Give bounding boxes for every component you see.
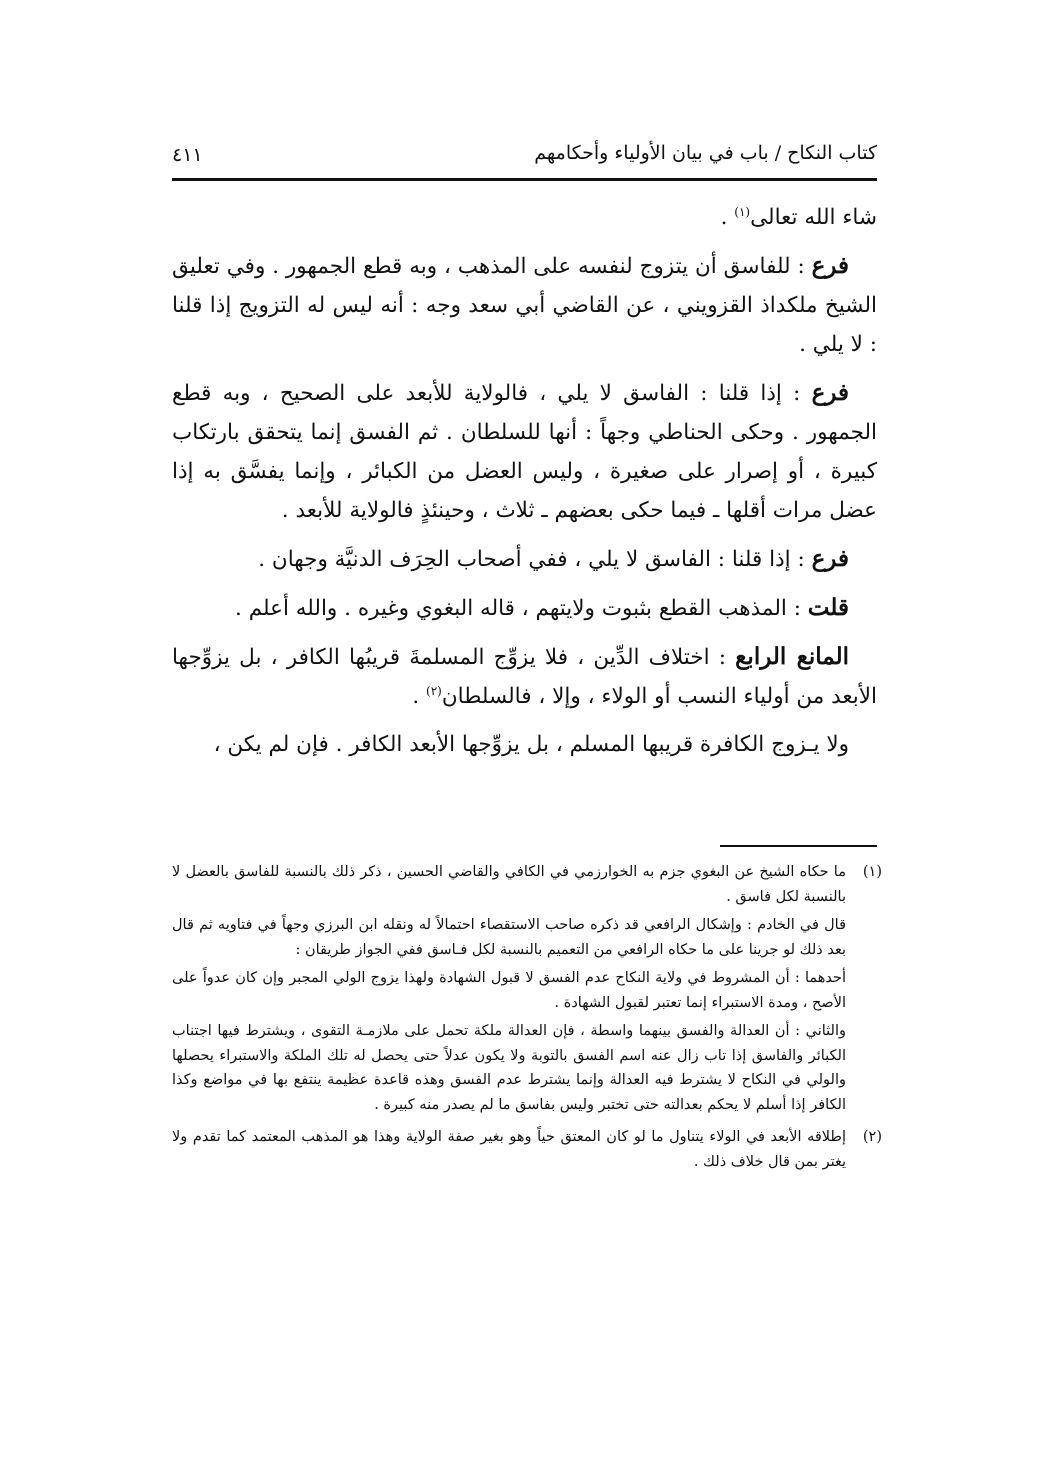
- paragraph-tail: .: [720, 205, 735, 230]
- header-divider: [172, 178, 877, 181]
- paragraph-fourth-impediment: [172, 637, 877, 716]
- footnote-paragraph: إطلاقه الأبعد في الولاء يتناول ما لو كان المعتق حياً وهو بغير صفة الولاية وهذا هو المذهب المعتمد كما تقدم ولا يغتر بمن قال خلاف ذلك .: [172, 1129, 846, 1170]
- paragraph-last: [172, 725, 877, 764]
- keyword: فرع: [811, 545, 849, 572]
- paragraph-text: : المذهب القطع بثبوت ولايتهم ، قاله البغوي وغيره . والله أعلم .: [235, 596, 808, 621]
- footnote-paragraph: قال في الخادم : وإشكال الرافعي قد ذكره صاحب الاستقصاء احتمالاً له ونقله ابن البرزي وجهاً في فتاويه ثم قال بعد ذلك لو جرينا على ما حكاه الرافعي من التعميم بالنسبة لكل فـاسق ففي الجواز طريقان :: [172, 917, 846, 958]
- header-title: كتاب النكاح / باب في بيان الأولياء وأحكامهم: [534, 142, 877, 164]
- paragraph-text: : إذا قلنا : الفاسق لا يلي ، ففي أصحاب الحِرَف الدنيَّة وجهان .: [258, 547, 812, 572]
- footnote-body: [172, 1125, 846, 1178]
- paragraph-continuation: [172, 198, 877, 237]
- footnote-paragraph: ما حكاه الشيخ عن البغوي جزم به الخوارزمي في الكافي والقاضي الحسين ، ذكر ذلك بالنسبة للفاسق بالعضل لا بالنسبة لكل فاسق .: [172, 864, 846, 905]
- paragraph-qultu: [172, 588, 877, 628]
- paragraph-text: : اختلاف الدِّين ، فلا يزوِّج المسلمةَ قريبُها الكافر ، بل يزوِّجها الأبعد من أولياء النسب أو الولاء ، وإلا ، فالسلطان: [172, 645, 877, 709]
- paragraph-far-3: [172, 539, 877, 579]
- footnotes: [172, 860, 882, 1182]
- paragraph-text: ولا يـزوج الكافرة قريبها المسلم ، بل يزوِّجها الأبعد الكافر . فإن لم يكن ،: [213, 732, 849, 757]
- footnote-ref[interactable]: (٢): [426, 683, 442, 698]
- footnote-paragraph: والثاني : أن العدالة والفسق بينهما واسطة ، فإن العدالة ملكة تحمل على ملازمـة التقوى ، ويشترط فيها اجتناب الكبائر والفاسق إذا تاب زال عنه اسم الفسق بالتوبة ولا يكون عدلاً حتى يحصل له تلك الملكة والاستبراء يحصلها والولي في النكاح لا يشترط فيه العدالة وإنما يشترط عدم الفسق وهذه قاعدة عظيمة ينتفع بها في مواضع وكذا الكافر إذا أسلم لا يحكم بعدالته حتى تختبر وليس بفاسق ما لم يصدر منه كبيرة .: [172, 1023, 846, 1113]
- keyword: فرع: [811, 252, 849, 279]
- paragraph-far-1: [172, 246, 877, 364]
- footnote-marker: (١): [862, 864, 882, 880]
- footnote-2: [172, 1125, 882, 1178]
- keyword: المانع الرابع: [735, 643, 849, 670]
- paragraph-tail: .: [412, 684, 427, 709]
- page-number: ٤١١: [172, 144, 203, 166]
- keyword: قلت: [807, 594, 849, 621]
- footnote-1: [172, 860, 882, 1121]
- paragraph-text: : إذا قلنا : الفاسق لا يلي ، فالولاية للأبعد على الصحيح ، وبه قطع الجمهور . وحكى الحناطي وجهاً : أنها للسلطان . ثم الفسق إنما يتحقق بارتكاب كبيرة ، أو إصرار على صغيرة ، وليس العضل من الكبائر ، وإنما يفسَّق به إذا عضل مرات أقلها ـ فيما حكى بعضهم ـ ثلاث ، وحينئذٍ فالولاية للأبعد .: [172, 381, 877, 523]
- running-header: [172, 138, 877, 178]
- footnote-ref[interactable]: (١): [734, 204, 751, 219]
- footnote-marker: (٢): [862, 1129, 882, 1145]
- footnote-paragraph: أحدهما : أن المشروط في ولاية النكاح عدم الفسق لا قبول الشهادة ولهذا يزوج الولي المجبر وإن كان عدواً على الأصح ، ومدة الاستبراء إنما تعتبر لقبول الشهادة .: [172, 970, 846, 1011]
- keyword: فرع: [811, 379, 849, 406]
- main-text: [172, 198, 877, 773]
- footnote-body: [172, 860, 846, 1121]
- paragraph-text: شاء الله تعالى: [750, 205, 877, 230]
- paragraph-far-2: [172, 373, 877, 530]
- paragraph-text: : للفاسق أن يتزوج لنفسه على المذهب ، وبه قطع الجمهور . وفي تعليق الشيخ ملكداذ القزويني ، عن القاضي أبي سعد وجه : أنه ليس له التزويج إذا قلنا : لا يلي .: [172, 254, 877, 357]
- footnote-divider: [720, 845, 877, 847]
